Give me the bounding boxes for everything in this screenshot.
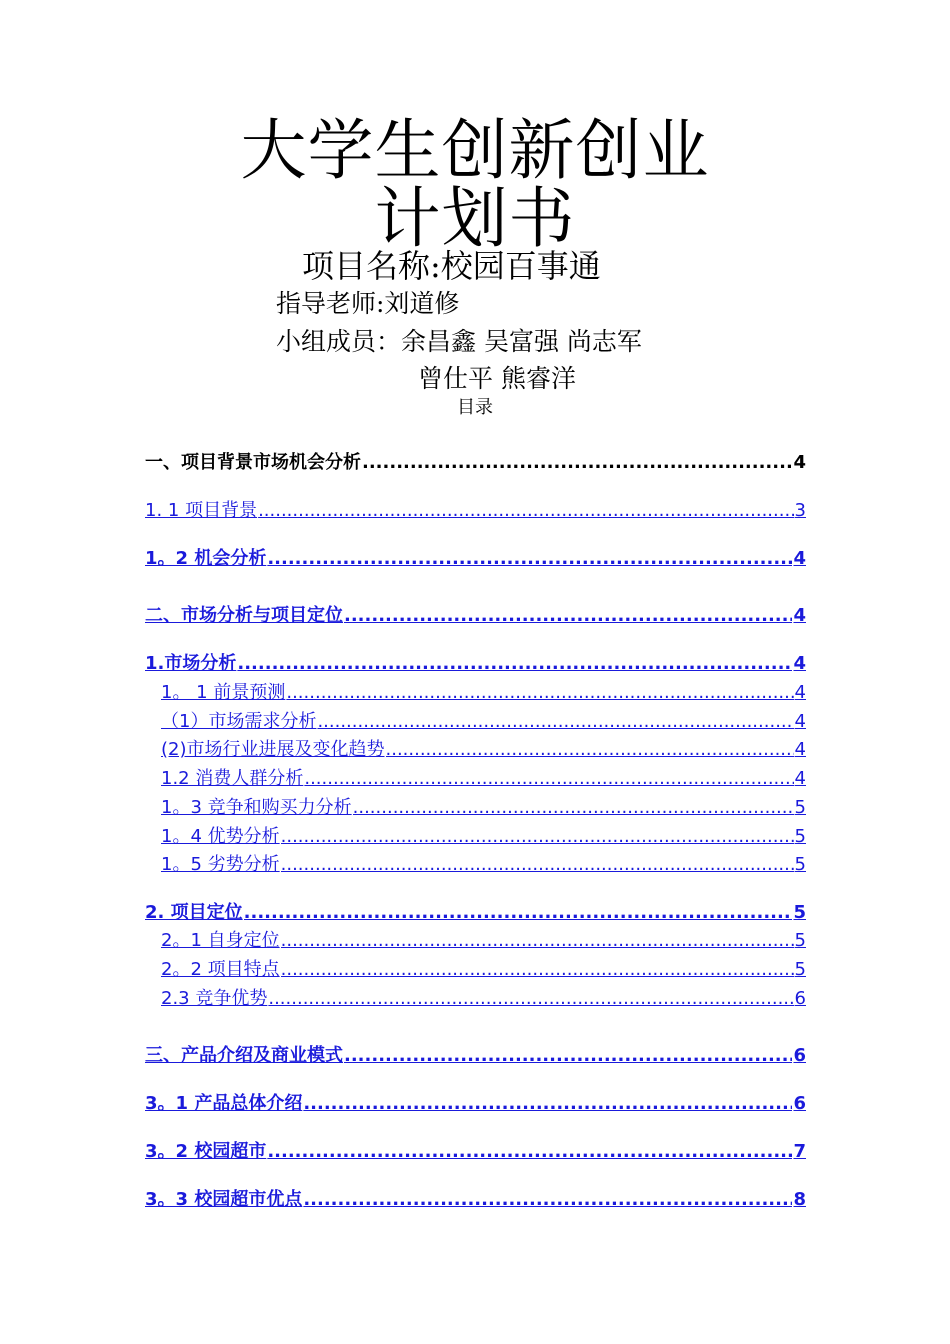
toc-entry-page: 4 — [793, 452, 806, 473]
toc-entry-page: 5 — [794, 959, 806, 980]
team-members-line-1: 小组成员：余昌鑫 吴富强 尚志军 — [276, 327, 642, 356]
toc-entry-page: 4 — [793, 653, 806, 674]
toc-leader-dots — [281, 825, 794, 849]
toc-leader-dots — [386, 738, 794, 762]
toc-entry-label: 1. 1 项目背景 — [145, 500, 258, 521]
toc-heading: 目录 — [457, 397, 493, 418]
toc-entry-label: 3。2 校园超市 — [145, 1141, 267, 1162]
toc-leader-dots — [281, 958, 794, 982]
toc-entry-label: (2)市场行业进展及变化趋势 — [161, 739, 385, 760]
toc-entry-label: （1）市场需求分析 — [161, 711, 317, 732]
toc-entry-page: 4 — [794, 711, 806, 732]
toc-entry[interactable] — [161, 929, 806, 953]
toc-entry-page: 5 — [794, 797, 806, 818]
toc-leader-dots — [268, 987, 793, 1011]
document-title-line-1: 大学生创新创业 — [240, 112, 710, 189]
toc-leader-dots — [317, 710, 793, 734]
toc-entry-label: 三、产品介绍及商业模式 — [145, 1045, 343, 1066]
toc-entry-page: 6 — [793, 1093, 806, 1114]
toc-entry-label: 1.市场分析 — [145, 653, 237, 674]
toc-entry-page: 7 — [793, 1141, 806, 1162]
toc-entry[interactable] — [161, 987, 806, 1011]
toc-leader-dots — [258, 499, 793, 523]
toc-entry-page: 4 — [793, 548, 806, 569]
toc-entry[interactable] — [145, 547, 806, 571]
toc-entry[interactable] — [161, 796, 806, 820]
toc-entry-page: 4 — [793, 605, 806, 626]
toc-entry-label: 1。 1 前景预测 — [161, 682, 286, 703]
toc-entry-label: 1.2 消费人群分析 — [161, 768, 304, 789]
toc-entry[interactable] — [161, 738, 806, 762]
toc-leader-dots — [286, 681, 793, 705]
toc-leader-dots — [303, 1092, 792, 1116]
toc-leader-dots — [344, 1044, 792, 1068]
toc-entry-label: 1。5 劣势分析 — [161, 854, 280, 875]
toc-entry-page: 4 — [794, 682, 806, 703]
toc-entry-label: 2。2 项目特点 — [161, 959, 280, 980]
toc-entry-label: 2. 项目定位 — [145, 902, 243, 923]
toc-entry-page: 4 — [794, 768, 806, 789]
document-title-line-2: 计划书 — [374, 180, 576, 257]
toc-entry-label: 二、市场分析与项目定位 — [145, 605, 343, 626]
toc-leader-dots — [281, 929, 794, 953]
toc-entry-page: 6 — [794, 988, 806, 1009]
toc-entry-page: 3 — [794, 500, 806, 521]
toc-entry-page: 4 — [794, 739, 806, 760]
toc-entry[interactable] — [145, 1044, 806, 1068]
toc-entry[interactable] — [161, 853, 806, 877]
toc-entry-page: 6 — [793, 1045, 806, 1066]
toc-leader-dots — [353, 796, 794, 820]
toc-entry[interactable] — [161, 825, 806, 849]
toc-leader-dots — [244, 901, 793, 925]
toc-leader-dots — [281, 853, 794, 877]
toc-entry[interactable] — [161, 681, 806, 705]
toc-leader-dots — [344, 604, 792, 628]
toc-entry-label: 1。4 优势分析 — [161, 826, 280, 847]
toc-entry-label: 2.3 竞争优势 — [161, 988, 268, 1009]
toc-entry-label: 1。2 机会分析 — [145, 548, 267, 569]
toc-entry-label: 3。1 产品总体介绍 — [145, 1093, 303, 1114]
toc-entry-label: 一、项目背景市场机会分析 — [145, 452, 361, 473]
toc-entry[interactable] — [161, 710, 806, 734]
toc-entry-label: 2。1 自身定位 — [161, 930, 280, 951]
toc-leader-dots — [362, 451, 792, 475]
toc-leader-dots — [237, 652, 792, 676]
project-name: 项目名称:校园百事通 — [302, 247, 601, 285]
toc-entry[interactable] — [145, 604, 806, 628]
toc-entry-page: 5 — [794, 930, 806, 951]
toc-entry[interactable] — [145, 451, 806, 475]
toc-entry[interactable] — [145, 1092, 806, 1116]
toc-leader-dots — [267, 547, 792, 571]
toc-entry[interactable] — [161, 958, 806, 982]
team-members-line-2: 曾仕平 熊睿洋 — [418, 364, 576, 393]
toc-entry[interactable] — [145, 901, 806, 925]
toc-entry-page: 5 — [794, 854, 806, 875]
toc-entry[interactable] — [145, 499, 806, 523]
toc-entry-page: 8 — [793, 1189, 806, 1210]
advisor: 指导老师:刘道修 — [276, 289, 460, 318]
toc-leader-dots — [303, 1188, 792, 1212]
toc-leader-dots — [304, 767, 793, 791]
toc-entry-label: 3。3 校园超市优点 — [145, 1189, 303, 1210]
toc-entry[interactable] — [145, 1140, 806, 1164]
toc-leader-dots — [267, 1140, 792, 1164]
toc-entry[interactable] — [161, 767, 806, 791]
toc-entry-page: 5 — [793, 902, 806, 923]
toc-entry-page: 5 — [794, 826, 806, 847]
toc-entry[interactable] — [145, 1188, 806, 1212]
toc-entry-label: 1。3 竞争和购买力分析 — [161, 797, 352, 818]
toc-entry[interactable] — [145, 652, 806, 676]
